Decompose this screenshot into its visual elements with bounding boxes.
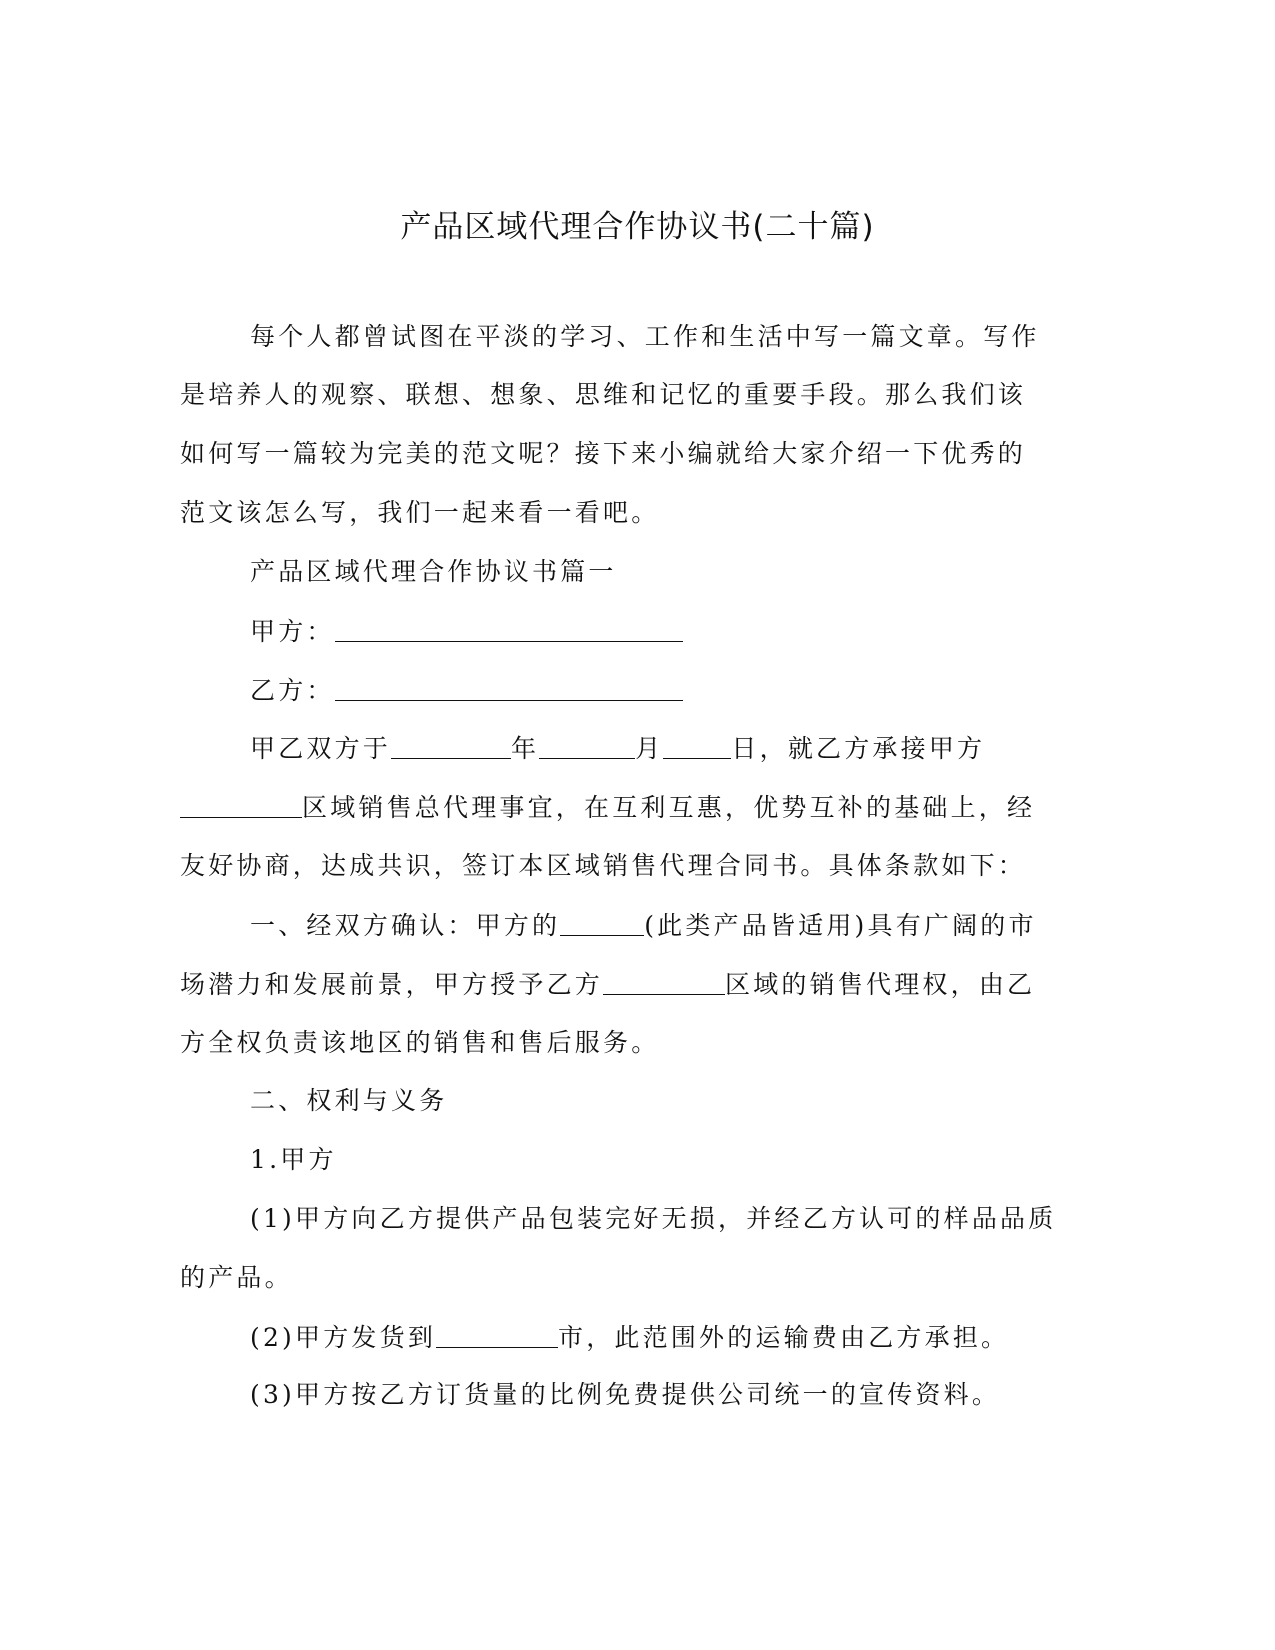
clause1-text-c: 场潜力和发展前景，甲方授予乙方 [180, 970, 604, 999]
item2-text-b: 市，此范围外的运输费由乙方承担。 [558, 1323, 1010, 1352]
region-blank[interactable] [180, 787, 302, 818]
item1-line-1: (1)甲方向乙方提供产品包装完好无损，并经乙方认可的样品品质 [250, 1204, 1057, 1233]
clause1-text-d: 区域的销售代理权，由乙 [725, 970, 1036, 999]
item2-line [250, 1317, 1009, 1357]
clause2-heading: 二、权利与义务 [250, 1086, 448, 1115]
party-a-label: 甲方： [250, 617, 335, 646]
agreement-line-2 [180, 787, 1035, 827]
document-title: 产品区域代理合作协议书(二十篇) [400, 209, 875, 245]
clause1-text-b: (此类产品皆适用)具有广阔的市 [644, 911, 1037, 940]
product-blank[interactable] [560, 905, 644, 936]
item1-line-2: 的产品。 [180, 1263, 293, 1292]
intro-line-3: 如何写一篇较为完美的范文呢？接下来小编就给大家介绍一下优秀的 [180, 439, 1027, 468]
party-a-subheading: 1.甲方 [250, 1145, 337, 1174]
intro-line-2: 是培养人的观察、联想、想象、思维和记忆的重要手段。那么我们该 [180, 380, 1027, 409]
agreement-line-1 [250, 728, 985, 768]
item3-line: (3)甲方按乙方订货量的比例免费提供公司统一的宣传资料。 [250, 1380, 1001, 1409]
sales-region-blank[interactable] [603, 964, 725, 995]
agreement-line-3: 友好协商，达成共识，签订本区域销售代理合同书。具体条款如下： [180, 851, 1027, 880]
party-b-line [250, 670, 683, 710]
month-label: 月 [635, 734, 664, 763]
item2-text-a: (2)甲方发货到 [250, 1323, 437, 1352]
year-blank[interactable] [391, 728, 511, 759]
agreement-text-2: 区域销售总代理事宜，在互利互惠，优势互补的基础上，经 [302, 793, 1036, 822]
city-blank[interactable] [436, 1317, 558, 1348]
year-label: 年 [511, 734, 540, 763]
agreement-text-d: 日，就乙方承接甲方 [731, 734, 986, 763]
month-blank[interactable] [539, 728, 635, 759]
party-b-label: 乙方： [250, 676, 335, 705]
agreement-text-a: 甲乙双方于 [250, 734, 392, 763]
day-blank[interactable] [663, 728, 731, 759]
clause1-line-2 [180, 964, 1035, 1004]
party-a-line [250, 611, 683, 651]
intro-line-4: 范文该怎么写，我们一起来看一看吧。 [180, 498, 660, 527]
party-a-blank[interactable] [335, 611, 683, 642]
section-heading: 产品区域代理合作协议书篇一 [250, 557, 617, 586]
intro-line-1: 每个人都曾试图在平淡的学习、工作和生活中写一篇文章。写作 [250, 322, 1040, 351]
clause1-line-3: 方全权负责该地区的销售和售后服务。 [180, 1028, 660, 1057]
party-b-blank[interactable] [335, 670, 683, 701]
clause1-text-a: 一、经双方确认：甲方的 [250, 911, 561, 940]
clause1-line-1 [250, 905, 1037, 945]
